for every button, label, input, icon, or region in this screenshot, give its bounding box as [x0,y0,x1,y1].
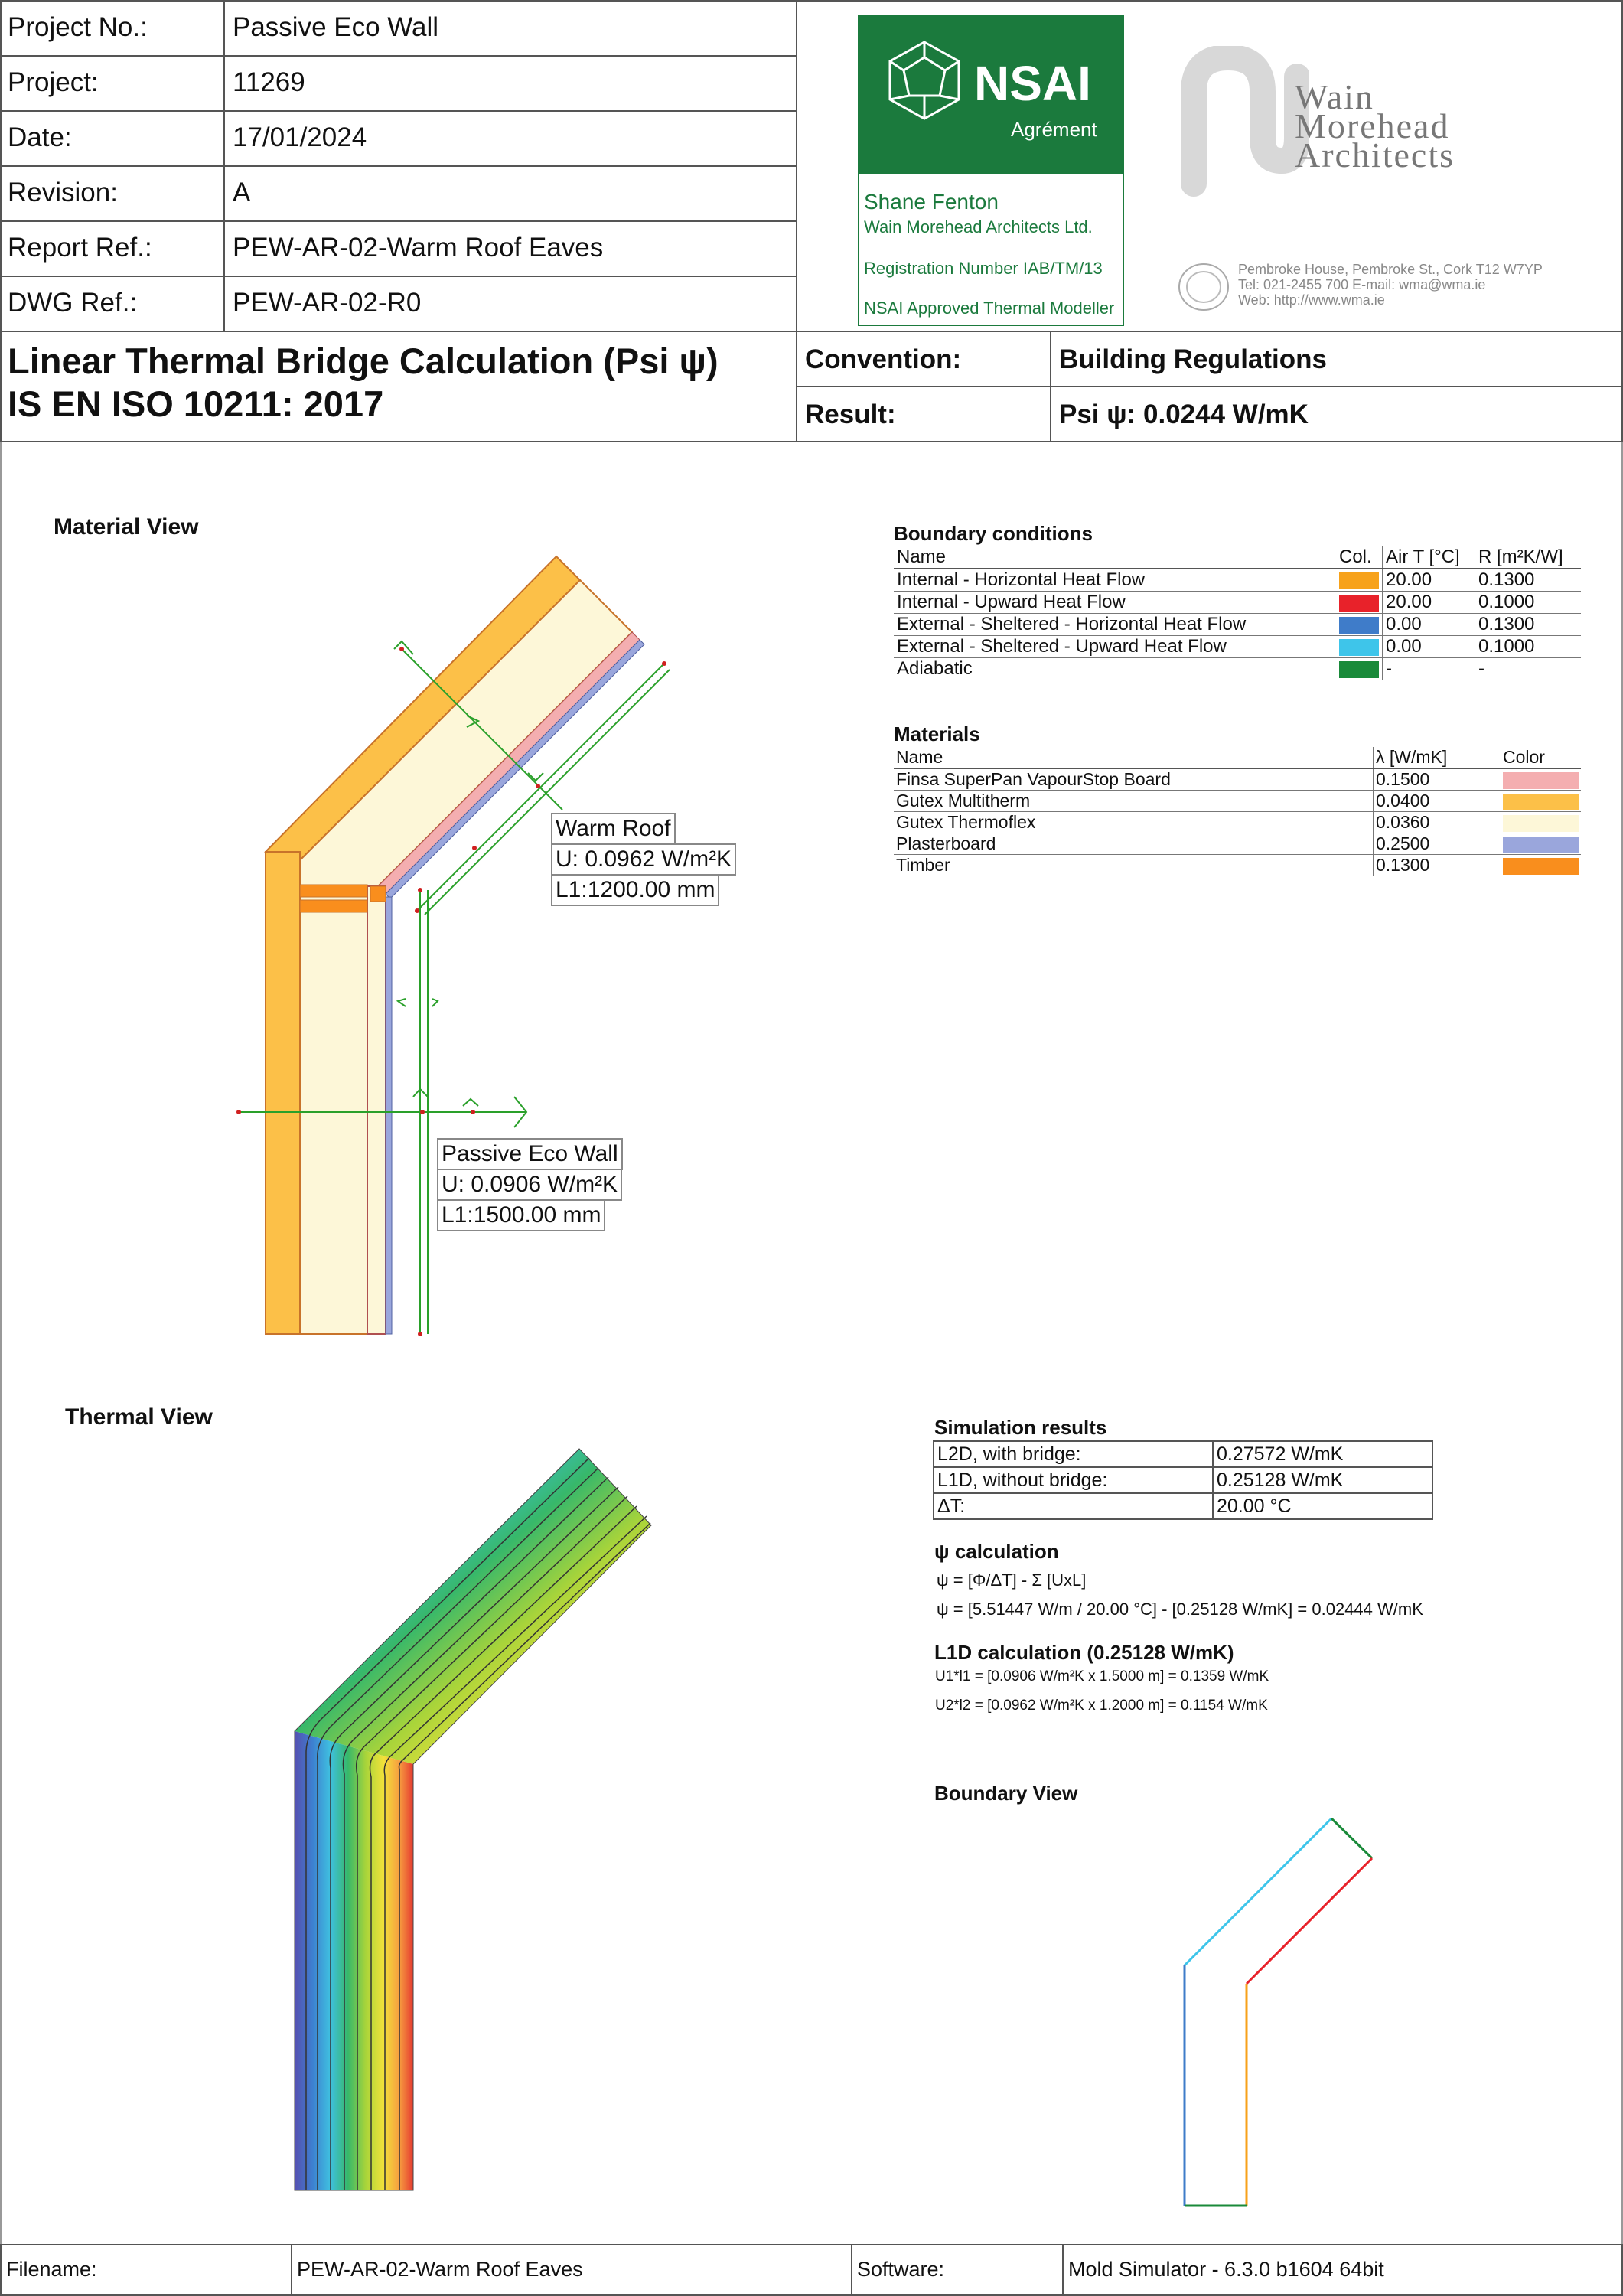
thermal-view-title: Thermal View [65,1404,213,1430]
nsai-registration: Registration Number IAB/TM/13 [864,259,1103,278]
project-no-label: Project No.: [8,12,148,42]
simulation-results-title: Simulation results [934,1416,1107,1439]
report-ref-value: PEW-AR-02-Warm Roof Eaves [233,233,604,263]
header-color: Col. [1336,546,1383,569]
header-air-temp: Air T [°C] [1383,546,1475,569]
materials-title: Materials [894,722,980,745]
roof-label-name: Warm Roof [551,813,676,845]
project-label: Project: [8,67,99,97]
nsai-approved: NSAI Approved Thermal Modeller [864,298,1115,318]
material-name: Gutex Multitherm [894,791,1374,812]
bc-resistance: - [1475,658,1582,680]
header-name: Name [894,747,1374,768]
sim-value: 20.00 °C [1213,1493,1432,1519]
boundary-roof-end-edge [1331,1818,1372,1858]
project-value: 11269 [233,67,305,97]
revision-label: Revision: [8,178,118,207]
filename-label: Filename: [6,2258,97,2281]
wall-label-u-value: U: 0.0906 W/m²K [437,1169,622,1201]
dwg-ref-label: DWG Ref.: [8,288,138,318]
convention-value: Building Regulations [1059,344,1327,374]
material-lambda: 0.0400 [1374,791,1501,812]
bc-name: External - Sheltered - Horizontal Heat Flow [894,614,1336,636]
wma-address: Pembroke House, Pembroke St., Cork T12 W7YP [1238,262,1543,277]
boundary-internal-roof-edge [1247,1858,1372,1984]
bc-resistance: 0.1300 [1475,569,1582,592]
psi-calculation-line: ψ = [5.51447 W/m / 20.00 °C] - [0.25128 W/mK] = 0.02444 W/mK [937,1600,1423,1619]
bc-resistance: 0.1000 [1475,592,1582,614]
filename-value: PEW-AR-02-Warm Roof Eaves [297,2258,583,2281]
wma-name-line3: Architects [1295,135,1455,174]
result-value: Psi ψ: 0.0244 W/mK [1059,400,1309,429]
roof-label-u-value: U: 0.0962 W/m²K [551,843,736,876]
bc-air-temp: 0.00 [1383,614,1475,636]
sim-label: L2D, with bridge: [934,1441,1213,1467]
header-resistance: R [m²K/W] [1475,546,1582,569]
column-divider [851,2244,852,2296]
material-name: Plasterboard [894,833,1374,855]
bc-air-temp: 20.00 [1383,569,1475,592]
software-label: Software: [857,2258,945,2281]
psi-calculation-title: ψ calculation [934,1540,1059,1563]
date-label: Date: [8,122,72,152]
header-color: Color [1501,747,1581,768]
wma-contact: Tel: 021-2455 700 E-mail: wma@wma.ie [1238,277,1486,292]
header-name: Name [894,546,1336,569]
psi-formula: ψ = [Φ/ΔT] - Σ [UxL] [937,1570,1087,1590]
bc-air-temp: 20.00 [1383,592,1475,614]
nsai-company: Wain Morehead Architects Ltd. [864,217,1093,236]
l1d-calc-line-2: U2*l2 = [0.0962 W/m²K x 1.2000 m] = 0.1154 W/mK [935,1698,1268,1714]
wall-label-name: Passive Eco Wall [437,1138,623,1170]
bc-resistance: 0.1000 [1475,636,1582,658]
material-view-title: Material View [54,514,199,540]
wall-label-length: L1:1500.00 mm [437,1199,605,1231]
wma-name-line1: Wain [1295,77,1374,116]
wma-name-line2: Morehead [1295,106,1450,145]
wma-web: Web: http://www.wma.ie [1238,292,1385,308]
bc-resistance: 0.1300 [1475,614,1582,636]
material-name: Finsa SuperPan VapourStop Board [894,768,1374,791]
l1d-calculation-title: L1D calculation (0.25128 W/mK) [934,1641,1234,1664]
date-value: 17/01/2024 [233,122,367,152]
dwg-ref-value: PEW-AR-02-R0 [233,288,422,318]
project-no-value: Passive Eco Wall [233,12,439,42]
material-name: Gutex Thermoflex [894,812,1374,833]
material-lambda: 0.2500 [1374,833,1501,855]
nsai-brand: NSAI [974,56,1091,111]
report-ref-label: Report Ref.: [8,233,152,263]
convention-label: Convention: [805,344,962,374]
l1d-calc-line-1: U1*l1 = [0.0906 W/m²K x 1.5000 m] = 0.1359 W/mK [935,1668,1269,1684]
software-value: Mold Simulator - 6.3.0 b1604 64bit [1068,2258,1384,2281]
revision-value: A [233,178,251,207]
bc-name: Internal - Upward Heat Flow [894,592,1336,614]
material-lambda: 0.1300 [1374,855,1501,876]
report-title: Linear Thermal Bridge Calculation (Psi ψ) [8,341,719,381]
result-label: Result: [805,400,896,429]
nsai-modeller-name: Shane Fenton [864,190,999,214]
material-name: Timber [894,855,1374,876]
bc-air-temp: 0.00 [1383,636,1475,658]
boundary-external-roof-edge [1185,1818,1331,1965]
sim-value: 0.25128 W/mK [1213,1467,1432,1493]
material-lambda: 0.0360 [1374,812,1501,833]
bc-name: Internal - Horizontal Heat Flow [894,569,1336,592]
nsai-subtitle: Agrément [1011,118,1097,141]
sim-label: ΔT: [934,1493,1213,1519]
sim-value: 0.27572 W/mK [1213,1441,1432,1467]
sim-label: L1D, without bridge: [934,1467,1213,1493]
column-divider [291,2244,292,2296]
bc-air-temp: - [1383,658,1475,680]
boundary-view-title: Boundary View [934,1782,1078,1805]
boundary-conditions-title: Boundary conditions [894,522,1093,545]
column-divider [1062,2244,1064,2296]
report-standard: IS EN ISO 10211: 2017 [8,383,384,424]
bc-name: External - Sheltered - Upward Heat Flow [894,636,1336,658]
header-lambda: λ [W/mK] [1374,747,1501,768]
roof-label-length: L1:1200.00 mm [551,874,719,906]
bc-name: Adiabatic [894,658,1336,680]
material-lambda: 0.1500 [1374,768,1501,791]
